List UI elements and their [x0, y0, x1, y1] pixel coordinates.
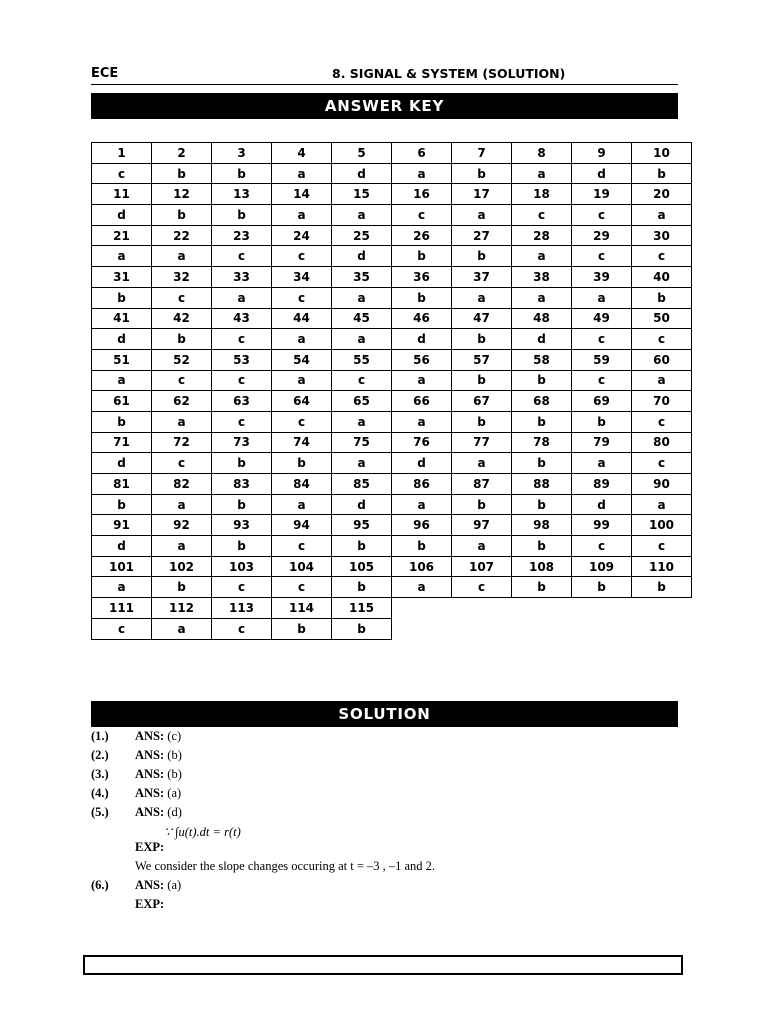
- question-number-cell: 15: [332, 184, 392, 205]
- answer-row: [92, 494, 692, 515]
- answer-cell: b: [152, 577, 212, 598]
- answer-cell: c: [572, 536, 632, 557]
- question-number-cell: 97: [452, 515, 512, 536]
- empty-cell: [572, 598, 632, 619]
- answer-cell: b: [272, 618, 332, 639]
- question-number-cell: 115: [332, 598, 392, 619]
- answer-cell: d: [92, 453, 152, 474]
- question-number-cell: 52: [152, 349, 212, 370]
- answer-cell: a: [92, 246, 152, 267]
- answer-cell: c: [632, 329, 692, 350]
- answer: ANS: (a): [135, 786, 182, 800]
- question-number-row: [92, 349, 692, 370]
- empty-cell: [452, 618, 512, 639]
- answer-cell: a: [392, 370, 452, 391]
- question-number-cell: 108: [512, 556, 572, 577]
- answer-cell: b: [392, 287, 452, 308]
- question-number-cell: 38: [512, 267, 572, 288]
- question-number-cell: 79: [572, 432, 632, 453]
- question-number-row: [92, 474, 692, 495]
- answer-cell: b: [92, 287, 152, 308]
- answer-cell: b: [452, 163, 512, 184]
- answer-cell: c: [212, 577, 272, 598]
- answer-cell: c: [632, 246, 692, 267]
- question-number-row: [92, 225, 692, 246]
- question-number: (5.): [91, 805, 109, 819]
- question-number-cell: 88: [512, 474, 572, 495]
- footer-box: [83, 955, 683, 975]
- question-number: (6.): [91, 878, 109, 892]
- answer-cell: b: [452, 329, 512, 350]
- question-number-cell: 12: [152, 184, 212, 205]
- question-number-cell: 62: [152, 391, 212, 412]
- answer-cell: a: [92, 577, 152, 598]
- answer-cell: c: [392, 205, 452, 226]
- answer-cell: c: [632, 453, 692, 474]
- question-number-cell: 7: [452, 143, 512, 164]
- answer-cell: a: [392, 411, 452, 432]
- answer-cell: a: [392, 577, 452, 598]
- answer-cell: b: [92, 411, 152, 432]
- question-number-cell: 44: [272, 308, 332, 329]
- answer-row: [92, 577, 692, 598]
- question-number-cell: 13: [212, 184, 272, 205]
- answer-cell: d: [392, 329, 452, 350]
- answer-cell: a: [392, 494, 452, 515]
- question-number-cell: 55: [332, 349, 392, 370]
- answer-cell: c: [272, 536, 332, 557]
- answer-cell: c: [212, 329, 272, 350]
- question-number-cell: 103: [212, 556, 272, 577]
- question-number-row: [92, 308, 692, 329]
- answer-cell: a: [212, 287, 272, 308]
- question-number-cell: 26: [392, 225, 452, 246]
- question-number-cell: 87: [452, 474, 512, 495]
- question-number-cell: 101: [92, 556, 152, 577]
- question-number-cell: 69: [572, 391, 632, 412]
- answer-row: [92, 370, 692, 391]
- question-number-cell: 112: [152, 598, 212, 619]
- question-number-cell: 92: [152, 515, 212, 536]
- question-number-row: [92, 391, 692, 412]
- question-number: (2.): [91, 748, 109, 762]
- exp5-label: EXP:: [135, 840, 165, 854]
- answer-cell: c: [572, 205, 632, 226]
- answer-cell: a: [152, 246, 212, 267]
- answer-cell: a: [332, 453, 392, 474]
- answer-row: [92, 163, 692, 184]
- answer-cell: c: [92, 618, 152, 639]
- answer-row: [92, 246, 692, 267]
- answer-cell: b: [632, 577, 692, 598]
- answer-cell: c: [212, 618, 272, 639]
- question-number-cell: 104: [272, 556, 332, 577]
- answer-cell: a: [452, 536, 512, 557]
- answer-cell: a: [332, 411, 392, 432]
- question-number-cell: 35: [332, 267, 392, 288]
- answer-cell: b: [152, 163, 212, 184]
- question-number-cell: 9: [572, 143, 632, 164]
- question-number-cell: 113: [212, 598, 272, 619]
- question-number-cell: 64: [272, 391, 332, 412]
- answer-cell: a: [632, 494, 692, 515]
- question-number-cell: 107: [452, 556, 512, 577]
- question-number-cell: 28: [512, 225, 572, 246]
- question-number-cell: 30: [632, 225, 692, 246]
- question-number-cell: 29: [572, 225, 632, 246]
- question-number-cell: 96: [392, 515, 452, 536]
- question-number-row: [92, 143, 692, 164]
- question-number-cell: 106: [392, 556, 452, 577]
- question-number-cell: 6: [392, 143, 452, 164]
- question-number-cell: 27: [452, 225, 512, 246]
- answer: ANS: (a): [135, 878, 182, 892]
- question-number-cell: 43: [212, 308, 272, 329]
- answer-cell: d: [92, 536, 152, 557]
- question-number-cell: 54: [272, 349, 332, 370]
- question-number-cell: 95: [332, 515, 392, 536]
- answer-cell: a: [92, 370, 152, 391]
- answer-cell: b: [512, 577, 572, 598]
- answer-cell: b: [272, 453, 332, 474]
- answer-cell: a: [152, 494, 212, 515]
- question-number-cell: 20: [632, 184, 692, 205]
- answer-cell: c: [572, 246, 632, 267]
- question-number-cell: 59: [572, 349, 632, 370]
- answer-cell: a: [332, 205, 392, 226]
- question-number-cell: 10: [632, 143, 692, 164]
- answer-cell: d: [332, 246, 392, 267]
- answer-cell: d: [92, 205, 152, 226]
- exp6-label: EXP:: [135, 897, 165, 911]
- answer: ANS: (d): [135, 805, 182, 819]
- empty-cell: [392, 598, 452, 619]
- empty-cell: [512, 598, 572, 619]
- solution-heading: SOLUTION: [91, 701, 678, 727]
- question-number-row: [92, 184, 692, 205]
- question-number-cell: 50: [632, 308, 692, 329]
- answer-cell: b: [92, 494, 152, 515]
- answer-key-heading: ANSWER KEY: [91, 93, 678, 119]
- question-number-cell: 39: [572, 267, 632, 288]
- empty-cell: [452, 598, 512, 619]
- question-number-cell: 83: [212, 474, 272, 495]
- answer-cell: b: [212, 536, 272, 557]
- question-number-cell: 86: [392, 474, 452, 495]
- answer-cell: c: [452, 577, 512, 598]
- answer-cell: b: [512, 453, 572, 474]
- question-number-cell: 51: [92, 349, 152, 370]
- question-number-cell: 98: [512, 515, 572, 536]
- answer-cell: d: [92, 329, 152, 350]
- answer-row: [92, 536, 692, 557]
- subject-code: ECE: [91, 66, 119, 81]
- question-number-cell: 65: [332, 391, 392, 412]
- answer-cell: a: [452, 287, 512, 308]
- question-number-cell: 42: [152, 308, 212, 329]
- answer-cell: d: [332, 494, 392, 515]
- answer-row: [92, 453, 692, 474]
- answer-cell: b: [512, 536, 572, 557]
- answer-cell: c: [572, 370, 632, 391]
- answer-cell: a: [632, 205, 692, 226]
- question-number-cell: 49: [572, 308, 632, 329]
- question-number-cell: 93: [212, 515, 272, 536]
- answer-cell: a: [152, 618, 212, 639]
- question-number-cell: 82: [152, 474, 212, 495]
- question-number-cell: 90: [632, 474, 692, 495]
- question-number-cell: 70: [632, 391, 692, 412]
- answer-cell: d: [572, 494, 632, 515]
- empty-cell: [572, 618, 632, 639]
- answer-cell: a: [632, 370, 692, 391]
- question-number-cell: 91: [92, 515, 152, 536]
- answer-cell: c: [572, 329, 632, 350]
- question-number-cell: 36: [392, 267, 452, 288]
- answer-cell: a: [272, 163, 332, 184]
- question-number-cell: 56: [392, 349, 452, 370]
- answer-cell: c: [632, 536, 692, 557]
- answer-cell: c: [152, 287, 212, 308]
- question-number-cell: 25: [332, 225, 392, 246]
- answer-cell: b: [572, 411, 632, 432]
- answer: ANS: (b): [135, 748, 182, 762]
- question-number-cell: 68: [512, 391, 572, 412]
- answer-row: [92, 411, 692, 432]
- question-number-cell: 8: [512, 143, 572, 164]
- question-number-cell: 71: [92, 432, 152, 453]
- answer-cell: b: [152, 329, 212, 350]
- answer-cell: b: [452, 411, 512, 432]
- answer-cell: a: [332, 287, 392, 308]
- question-number-cell: 14: [272, 184, 332, 205]
- question-number-row: [92, 515, 692, 536]
- question-number-cell: 105: [332, 556, 392, 577]
- answer-cell: c: [212, 411, 272, 432]
- answer-cell: a: [512, 163, 572, 184]
- question-number-cell: 2: [152, 143, 212, 164]
- answer-cell: d: [392, 453, 452, 474]
- answer-cell: c: [332, 370, 392, 391]
- answer-cell: d: [332, 163, 392, 184]
- question-number-cell: 94: [272, 515, 332, 536]
- question-number-row: [92, 267, 692, 288]
- question-number-cell: 48: [512, 308, 572, 329]
- answer-cell: a: [512, 246, 572, 267]
- answer-cell: b: [512, 370, 572, 391]
- answer-cell: c: [272, 411, 332, 432]
- answer-cell: b: [212, 163, 272, 184]
- question-number-cell: 21: [92, 225, 152, 246]
- question-number-cell: 24: [272, 225, 332, 246]
- question-number-cell: 37: [452, 267, 512, 288]
- empty-cell: [632, 618, 692, 639]
- answer-cell: c: [212, 246, 272, 267]
- question-number-cell: 63: [212, 391, 272, 412]
- question-number-cell: 23: [212, 225, 272, 246]
- question-number-cell: 76: [392, 432, 452, 453]
- answer-cell: a: [452, 205, 512, 226]
- question-number-cell: 99: [572, 515, 632, 536]
- question-number-cell: 16: [392, 184, 452, 205]
- answer-cell: c: [512, 205, 572, 226]
- answer-cell: c: [152, 453, 212, 474]
- question-number-cell: 33: [212, 267, 272, 288]
- question-number-cell: 66: [392, 391, 452, 412]
- answer-key-table: [91, 142, 692, 640]
- question-number-cell: 89: [572, 474, 632, 495]
- answer-cell: c: [272, 246, 332, 267]
- answer-cell: b: [452, 494, 512, 515]
- question-number-cell: 102: [152, 556, 212, 577]
- answer-cell: b: [392, 536, 452, 557]
- answer-cell: b: [512, 494, 572, 515]
- question-number-cell: 34: [272, 267, 332, 288]
- question-number-cell: 46: [392, 308, 452, 329]
- question-number-cell: 84: [272, 474, 332, 495]
- answer-cell: c: [212, 370, 272, 391]
- question-number-cell: 40: [632, 267, 692, 288]
- question-number-cell: 3: [212, 143, 272, 164]
- answer-cell: b: [632, 163, 692, 184]
- question-number-cell: 109: [572, 556, 632, 577]
- answer-row: [92, 618, 692, 639]
- question-number-row: [92, 598, 692, 619]
- answer-cell: b: [152, 205, 212, 226]
- question-number: (4.): [91, 786, 109, 800]
- question-number-cell: 1: [92, 143, 152, 164]
- answer-cell: c: [272, 287, 332, 308]
- question-number: (3.): [91, 767, 109, 781]
- answer-cell: a: [452, 453, 512, 474]
- question-number-cell: 58: [512, 349, 572, 370]
- question-number-cell: 75: [332, 432, 392, 453]
- answer-cell: a: [572, 453, 632, 474]
- question-number-cell: 111: [92, 598, 152, 619]
- answer-cell: b: [332, 618, 392, 639]
- answer-cell: a: [152, 536, 212, 557]
- answer-cell: b: [572, 577, 632, 598]
- answer-cell: a: [572, 287, 632, 308]
- answer-cell: a: [512, 287, 572, 308]
- answer-row: [92, 329, 692, 350]
- answer-cell: b: [392, 246, 452, 267]
- answer-cell: c: [632, 411, 692, 432]
- question-number-cell: 77: [452, 432, 512, 453]
- question-number-cell: 31: [92, 267, 152, 288]
- question-number-cell: 18: [512, 184, 572, 205]
- question-number-cell: 74: [272, 432, 332, 453]
- question-number-cell: 4: [272, 143, 332, 164]
- question-number-cell: 60: [632, 349, 692, 370]
- question-number: (1.): [91, 729, 109, 743]
- answer-cell: b: [212, 453, 272, 474]
- answer-cell: d: [512, 329, 572, 350]
- answer-cell: b: [212, 205, 272, 226]
- header-rule: [91, 84, 678, 85]
- question-number-row: [92, 432, 692, 453]
- question-number-cell: 72: [152, 432, 212, 453]
- question-number-cell: 41: [92, 308, 152, 329]
- question-number-cell: 100: [632, 515, 692, 536]
- question-number-cell: 85: [332, 474, 392, 495]
- answer-cell: c: [152, 370, 212, 391]
- answer-row: [92, 287, 692, 308]
- answer-cell: a: [152, 411, 212, 432]
- question-number-row: [92, 556, 692, 577]
- question-number-cell: 80: [632, 432, 692, 453]
- answer-cell: a: [272, 329, 332, 350]
- question-number-cell: 81: [92, 474, 152, 495]
- answer-cell: a: [392, 163, 452, 184]
- question-number-cell: 61: [92, 391, 152, 412]
- question-number-cell: 19: [572, 184, 632, 205]
- question-number-cell: 110: [632, 556, 692, 577]
- question-number-cell: 114: [272, 598, 332, 619]
- answer: ANS: (c): [135, 729, 182, 743]
- question-number-cell: 67: [452, 391, 512, 412]
- answer-cell: a: [272, 494, 332, 515]
- answer-cell: c: [92, 163, 152, 184]
- question-number-cell: 22: [152, 225, 212, 246]
- question-number-cell: 11: [92, 184, 152, 205]
- question-number-cell: 17: [452, 184, 512, 205]
- question-number-cell: 47: [452, 308, 512, 329]
- answer-cell: b: [512, 411, 572, 432]
- question-number-cell: 57: [452, 349, 512, 370]
- question-number-cell: 53: [212, 349, 272, 370]
- chapter-title: 8. SIGNAL & SYSTEM (SOLUTION): [332, 66, 566, 81]
- question-number-cell: 73: [212, 432, 272, 453]
- empty-cell: [512, 618, 572, 639]
- empty-cell: [632, 598, 692, 619]
- question-number-cell: 45: [332, 308, 392, 329]
- question-number-cell: 5: [332, 143, 392, 164]
- answer-cell: a: [332, 329, 392, 350]
- exp5-text: We consider the slope changes occuring at t = –3 , –1 and 2.: [135, 859, 436, 873]
- answer-cell: b: [632, 287, 692, 308]
- question-number-cell: 32: [152, 267, 212, 288]
- empty-cell: [392, 618, 452, 639]
- answer-cell: d: [572, 163, 632, 184]
- answer-cell: b: [332, 536, 392, 557]
- answer-cell: b: [452, 246, 512, 267]
- answer-cell: c: [272, 577, 332, 598]
- question-number-cell: 78: [512, 432, 572, 453]
- answer: ANS: (b): [135, 767, 182, 781]
- exp5-equation: ∵ ∫u(t).dt = r(t): [164, 825, 241, 839]
- answer-cell: a: [272, 205, 332, 226]
- answer-row: [92, 205, 692, 226]
- answer-cell: b: [212, 494, 272, 515]
- answer-cell: b: [332, 577, 392, 598]
- answer-cell: a: [272, 370, 332, 391]
- answer-cell: b: [452, 370, 512, 391]
